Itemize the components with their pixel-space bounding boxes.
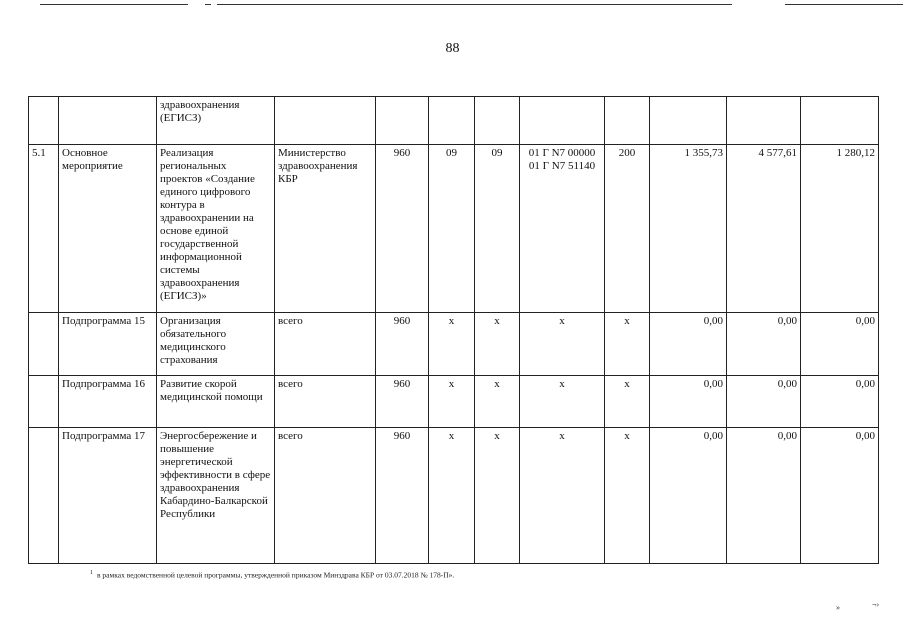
entry-name-cell: здравоохранения (ЕГИСЗ): [157, 97, 275, 145]
amount-year1-cell: 0,00: [650, 376, 727, 428]
expense-type-cell: х: [605, 428, 650, 564]
section-code-cell: х: [429, 376, 475, 428]
entry-name-cell: Организация обязательного медицинского страхования: [157, 313, 275, 376]
scan-edge-line: [40, 4, 188, 5]
executor-cell: всего: [275, 376, 376, 428]
grbs-code-cell: 960: [376, 376, 429, 428]
grbs-code-cell: [376, 97, 429, 145]
subsection-code-cell: 09: [475, 145, 520, 313]
scan-edge-line: [785, 4, 903, 5]
entry-type-cell: [59, 97, 157, 145]
scan-edge-line: [217, 4, 732, 5]
amount-year2-cell: 4 577,61: [727, 145, 801, 313]
amount-year3-cell: 0,00: [801, 376, 879, 428]
entry-type-cell: Подпрограмма 16: [59, 376, 157, 428]
entry-name-cell: Развитие скорой медицинской помощи: [157, 376, 275, 428]
footnote-mark: 1: [90, 570, 93, 576]
executor-cell: всего: [275, 428, 376, 564]
target-article-cell: [520, 97, 605, 145]
subsection-code-cell: х: [475, 428, 520, 564]
row-number-cell: [29, 97, 59, 145]
amount-year1-cell: 1 355,73: [650, 145, 727, 313]
amount-year3-cell: 0,00: [801, 313, 879, 376]
amount-year3-cell: 0,00: [801, 428, 879, 564]
table-row: [29, 97, 879, 145]
amount-year1-cell: 0,00: [650, 428, 727, 564]
amount-year1-cell: 0,00: [650, 313, 727, 376]
executor-cell: Министерство здравоохранения КБР: [275, 145, 376, 313]
expense-type-cell: [605, 97, 650, 145]
amount-year2-cell: 0,00: [727, 428, 801, 564]
target-article-cell: х: [520, 428, 605, 564]
row-number-cell: [29, 428, 59, 564]
amount-year1-cell: [650, 97, 727, 145]
subsection-code-cell: х: [475, 376, 520, 428]
scan-edge-line: [205, 4, 211, 5]
table-row: [29, 145, 879, 313]
table-row: [29, 376, 879, 428]
page-number: 88: [445, 41, 460, 56]
expense-type-cell: х: [605, 313, 650, 376]
section-code-cell: [429, 97, 475, 145]
amount-year3-cell: 1 280,12: [801, 145, 879, 313]
amount-year3-cell: [801, 97, 879, 145]
scan-mark: »: [836, 603, 840, 612]
entry-type-cell: Подпрограмма 17: [59, 428, 157, 564]
section-code-cell: х: [429, 428, 475, 564]
target-article-cell: х: [520, 313, 605, 376]
table-row: [29, 313, 879, 376]
budget-table: [28, 96, 879, 564]
scan-mark: ¬›: [872, 600, 880, 609]
executor-cell: всего: [275, 313, 376, 376]
footnote: [90, 570, 454, 580]
grbs-code-cell: 960: [376, 428, 429, 564]
section-code-cell: х: [429, 313, 475, 376]
target-article-cell: 01 Г N7 00000 01 Г N7 51140: [520, 145, 605, 313]
amount-year2-cell: 0,00: [727, 376, 801, 428]
footnote-text: в рамках ведомственной целевой программы, утвержденной приказом Минздрава КБР от 03.07.2018 № 178-П».: [97, 570, 455, 580]
subsection-code-cell: [475, 97, 520, 145]
grbs-code-cell: 960: [376, 313, 429, 376]
expense-type-cell: х: [605, 376, 650, 428]
section-code-cell: 09: [429, 145, 475, 313]
target-article-cell: х: [520, 376, 605, 428]
row-number-cell: [29, 313, 59, 376]
table-row: [29, 428, 879, 564]
executor-cell: [275, 97, 376, 145]
expense-type-cell: 200: [605, 145, 650, 313]
entry-name-cell: Реализация региональных проектов «Создание единого цифрового контура в здравоохранении на основе единой государственной информационной системы здравоохранения (ЕГИСЗ)»: [157, 145, 275, 313]
subsection-code-cell: х: [475, 313, 520, 376]
row-number-cell: 5.1: [29, 145, 59, 313]
entry-type-cell: Подпрограмма 15: [59, 313, 157, 376]
amount-year2-cell: 0,00: [727, 313, 801, 376]
entry-name-cell: Энергосбережение и повышение энергетической эффективности в сфере здравоохранения Кабардино-Балкарской Республики: [157, 428, 275, 564]
grbs-code-cell: 960: [376, 145, 429, 313]
row-number-cell: [29, 376, 59, 428]
entry-type-cell: Основное мероприятие: [59, 145, 157, 313]
amount-year2-cell: [727, 97, 801, 145]
